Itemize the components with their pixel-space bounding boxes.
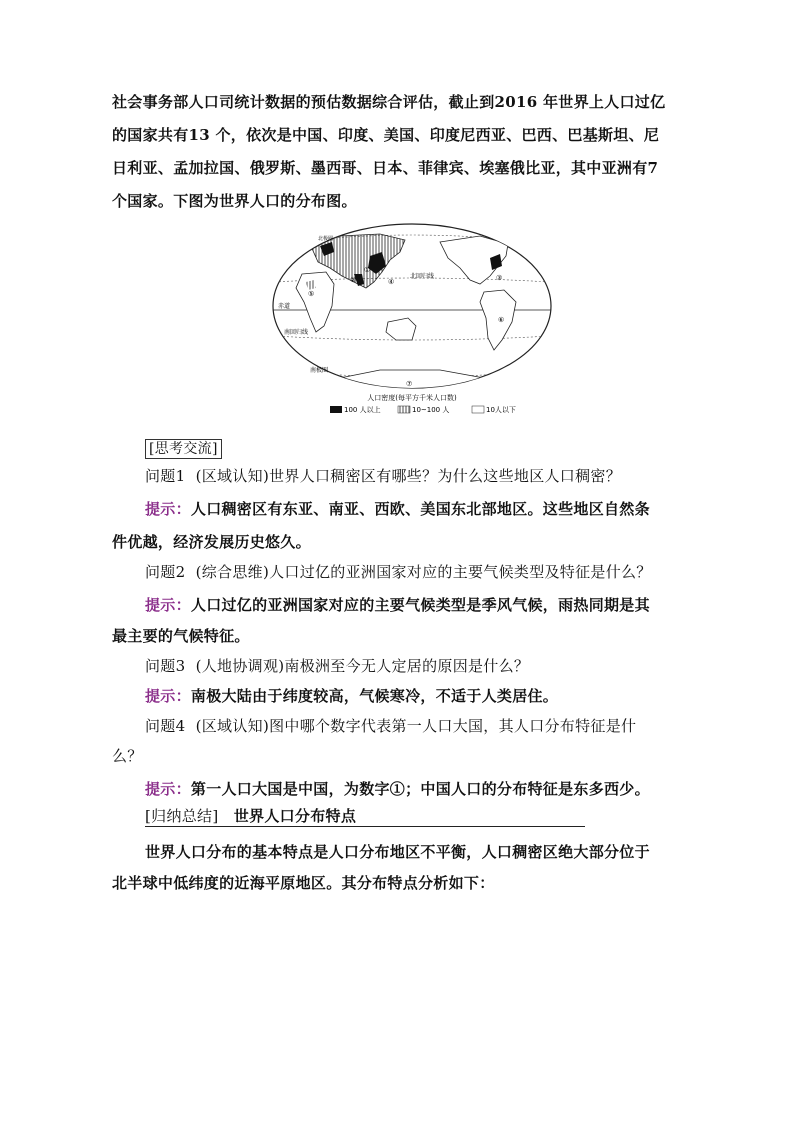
hint-2-line-1 [145,589,725,622]
hint-3-label: 提示： [145,687,191,705]
question-4-text-2: 么？ [112,747,143,765]
marker-5: ⑤ [308,290,315,298]
hint-3-line-1 [145,680,725,713]
world-population-map [270,222,555,422]
question-3 [145,650,725,683]
intro-line-1: 社会事务部人口司统计数据的预估数据综合评估，截止到2016 年世界上人口过亿 [112,93,666,111]
question-2 [145,556,725,589]
marker-3: ③ [496,274,503,282]
marker-2: ② [350,276,357,284]
north-tropic-label: 北回归线 [410,273,435,280]
hint-2-label: 提示： [145,596,191,614]
summary-title: 世界人口分布特点 [233,807,357,825]
marker-4: ④ [388,278,395,286]
hint-1-line-2: 件优越，经济发展历史悠久。 [112,533,311,551]
legend-swatch-sparse [472,406,484,413]
summary-heading [145,800,725,833]
summary-line-2: 北半球中低纬度的近海平原地区。其分布特点分析如下： [112,874,495,892]
legend-swatch-dense [330,406,342,413]
summary-tag: [归纳总结] [145,807,219,825]
marker-1: ① [364,266,371,274]
hint-4-text-1: 第一人口大国是中国，为数字①；中国人口的分布特征是东多西少。 [190,780,650,798]
hint-1-label: 提示： [145,500,191,518]
question-2-label: 问题2 [145,563,186,581]
equator-label: 赤道 [278,303,291,310]
south-tropic-label: 南回归线 [284,329,309,336]
antarctic-label: 南极圈 [310,367,329,374]
marker-7: ⑦ [406,380,413,388]
hint-3-text-1: 南极大陆由于纬度较高，气候寒冷，不适于人类居住。 [190,687,559,705]
marker-6: ⑥ [498,316,505,324]
legend-label-dense: 100 人以上 [344,406,381,414]
question-3-text: (人地协调观)南极洲至今无人定居的原因是什么？ [195,657,530,675]
summary-heading-rule [145,826,585,827]
hint-2-text-1: 人口过亿的亚洲国家对应的主要气候类型是季风气候，雨热同期是其 [190,596,650,614]
summary-line-1: 世界人口分布的基本特点是人口分布地区不平衡，人口稠密区绝大部分位于 [145,843,650,861]
legend-swatch-medium [398,406,410,413]
question-1 [145,460,725,493]
intro-line-3: 日利亚、孟加拉国、俄罗斯、墨西哥、日本、菲律宾、埃塞俄比亚，其中亚洲有7 [112,159,659,177]
question-3-label: 问题3 [145,657,186,675]
legend-title: 人口密度(每平方千米人口数) [367,394,457,402]
hint-2-line-2: 最主要的气候特征。 [112,627,250,645]
question-1-label: 问题1 [145,467,186,485]
thinking-exchange-tag: [思考交流] [145,439,222,459]
hint-1-text-1: 人口稠密区有东亚、南亚、西欧、美国东北部地区。这些地区自然条 [190,500,650,518]
intro-line-2: 的国家共有13 个，依次是中国、印度、美国、印度尼西亚、巴西、巴基斯坦、尼 [112,126,660,144]
legend-label-sparse: 10人以下 [486,406,516,414]
hint-4-label: 提示： [145,780,191,798]
map-figure [270,222,555,422]
hint-1-line-1 [145,493,725,526]
question-1-text: (区域认知)世界人口稠密区有哪些？为什么这些地区人口稠密？ [195,467,622,485]
intro-line-4: 个国家。下图为世界人口的分布图。 [112,192,357,210]
question-2-text: (综合思维)人口过亿的亚洲国家对应的主要气候类型及特征是什么？ [195,563,652,581]
question-4 [145,710,725,743]
legend-label-medium: 10~100 人 [412,406,450,414]
question-4-label: 问题4 [145,717,186,735]
arctic-label: 北极圈 [318,236,334,242]
question-4-text-1: (区域认知)图中哪个数字代表第一人口大国，其人口分布特征是什 [195,717,637,735]
